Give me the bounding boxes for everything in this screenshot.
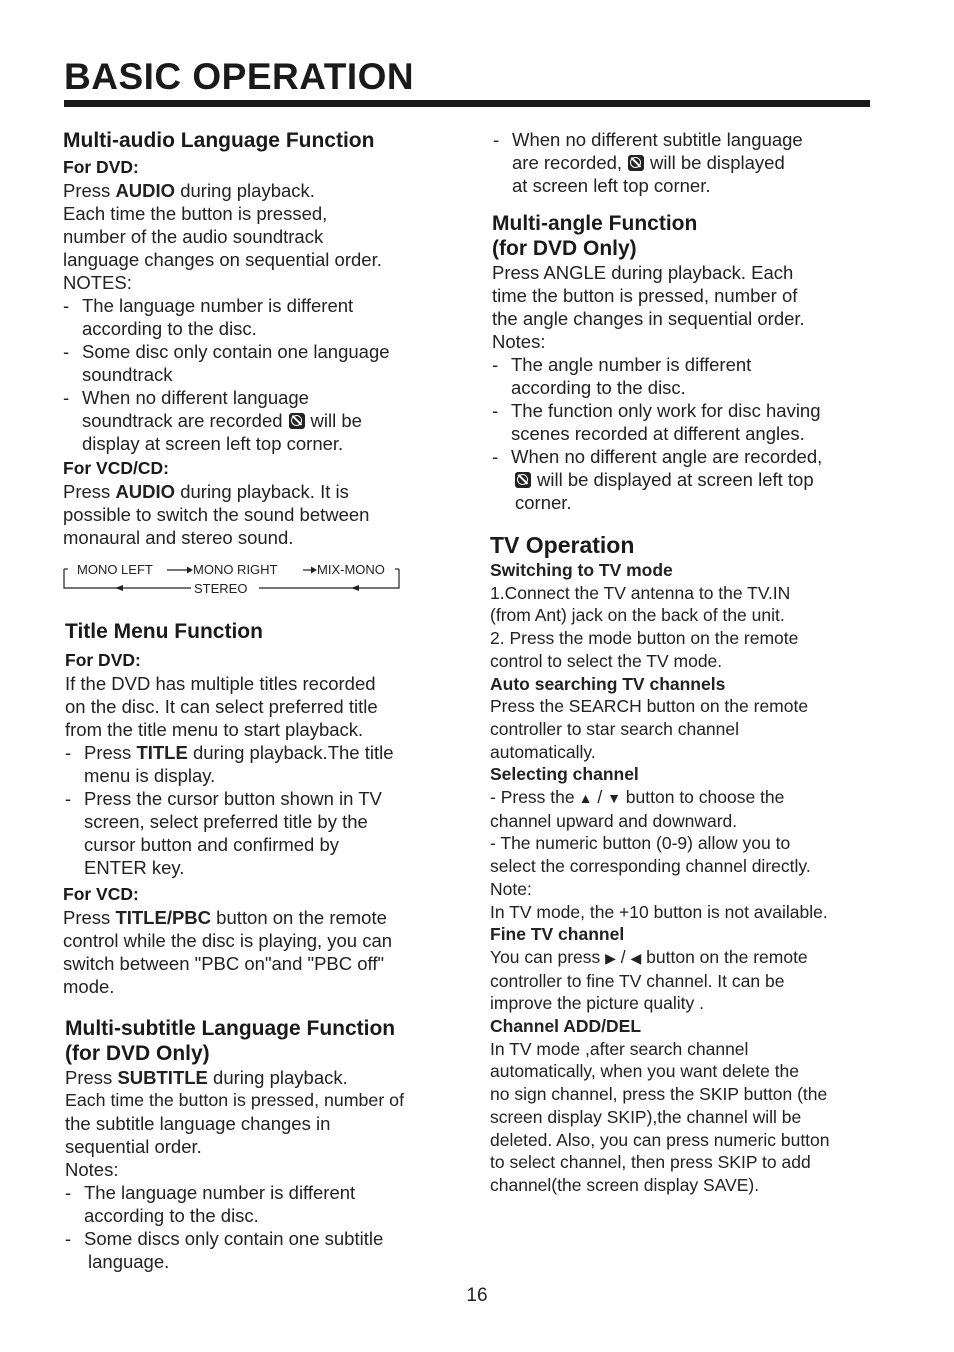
mix-mono-label: MIX-MONO	[317, 562, 385, 577]
title-step: - Press the cursor button shown in TV screen, select preferred title by the cursor button and confirmed by ENTER key.	[65, 788, 382, 878]
tv-desc-line: In TV mode ,after search channel	[490, 1038, 749, 1059]
for-vcd-label: For VCD:	[63, 884, 139, 904]
right-column	[490, 128, 900, 1197]
tv-desc-line: You can press ▶ / ◀ button on the remote	[490, 946, 808, 967]
tv-desc-line: to select channel, then press SKIP to add	[490, 1152, 811, 1173]
tv-desc-line: controller to fine TV channel. It can be	[490, 970, 785, 991]
tv-desc-line: Note:	[490, 878, 532, 899]
vcd-desc-line: switch between "PBC on"and "PBC off"	[63, 953, 385, 974]
tv-desc-line: - Press the ▲ / ▼ button to choose the	[490, 787, 785, 808]
audio-desc-line: number of the audio soundtrack	[63, 226, 324, 247]
multi-audio-section	[63, 128, 468, 597]
vcd-desc-line: mode.	[63, 976, 115, 997]
tv-desc-line: select the corresponding channel directly.	[490, 856, 811, 877]
no-sign-icon	[515, 472, 531, 488]
tv-desc-line: controller to star search channel	[490, 718, 740, 739]
audio-desc-line: Each time the button is pressed,	[63, 203, 328, 224]
tv-desc-line: channel(the screen display SAVE).	[490, 1174, 760, 1195]
switching-tv-mode-label: Switching to TV mode	[490, 560, 673, 580]
tv-desc-line: channel upward and downward.	[490, 810, 738, 831]
audio-note: - The language number is different according to the disc.	[63, 295, 354, 339]
subtitle-press-line: Press SUBTITLE during playback.	[65, 1067, 348, 1088]
subtitle-desc-line: Each time the button is pressed, number of	[65, 1090, 405, 1110]
page-number: 16	[466, 1285, 488, 1306]
audio-press-line: Press AUDIO during playback.	[63, 180, 315, 201]
angle-desc-line: the angle changes in sequential order.	[492, 308, 805, 329]
right-arrow-icon: ▶	[605, 949, 616, 966]
vcd-desc-line: possible to switch the sound between	[63, 504, 370, 525]
audio-note: - When no different language soundtrack are recorded will be display at screen left top corner.	[63, 387, 362, 454]
title-menu-heading: Title Menu Function	[65, 620, 263, 643]
subtitle-note: - Some discs only contain one subtitle language.	[65, 1228, 384, 1272]
subtitle-continued	[490, 128, 900, 197]
vcd-desc-line: monaural and stereo sound.	[63, 527, 294, 548]
audio-notes-label: NOTES:	[63, 272, 132, 293]
subtitle-note: - When no different subtitle language are recorded, will be displayed at screen left top corner.	[493, 129, 803, 196]
title-vcd-section	[63, 883, 468, 998]
selecting-channel-label: Selecting channel	[490, 764, 639, 785]
audio-desc-line: language changes on sequential order.	[63, 249, 382, 270]
angle-notes-label: Notes:	[492, 331, 546, 352]
audio-note: - Some disc only contain one language soundtrack	[63, 341, 390, 385]
tv-desc-line: automatically.	[490, 741, 596, 762]
subtitle-desc-line: sequential order.	[65, 1136, 202, 1157]
tv-desc-line: screen display SKIP),the channel will be	[490, 1106, 802, 1127]
subtitle-note: - The language number is different according to the disc.	[65, 1182, 356, 1226]
multi-subtitle-heading: Multi-subtitle Language Function	[65, 1017, 396, 1040]
auto-search-label: Auto searching TV channels	[490, 673, 726, 694]
multi-angle-subheading: (for DVD Only)	[492, 237, 637, 260]
multi-angle-section	[490, 211, 900, 514]
tv-desc-line: automatically, when you want delete the	[490, 1061, 800, 1082]
angle-note: - The angle number is different according to the disc.	[492, 354, 752, 398]
tv-operation-heading: TV Operation	[490, 532, 635, 558]
no-sign-icon	[628, 155, 644, 171]
subtitle-desc-line: the subtitle language changes in	[65, 1113, 331, 1134]
tv-desc-line: 2. Press the mode button on the remote	[490, 628, 799, 649]
multi-audio-heading: Multi-audio Language Function	[63, 129, 375, 152]
tv-desc-line: 1.Connect the TV antenna to the TV.IN	[490, 582, 791, 603]
angle-desc-line: time the button is pressed, number of	[492, 285, 798, 306]
subtitle-notes-label: Notes:	[65, 1159, 119, 1180]
down-arrow-icon: ▼	[607, 790, 621, 807]
fine-tv-channel-label: Fine TV channel	[490, 924, 625, 945]
tv-desc-line: In TV mode, the +10 button is not available.	[490, 901, 828, 922]
for-vcd-cd-label: For VCD/CD:	[63, 458, 169, 478]
left-column	[63, 128, 468, 1273]
stereo-label: STEREO	[194, 581, 248, 596]
vcd-press-line: Press AUDIO during playback. It is	[63, 481, 349, 502]
multi-subtitle-section	[63, 1016, 468, 1273]
for-dvd-label: For DVD:	[63, 157, 139, 177]
page-title: BASIC OPERATION	[64, 56, 415, 97]
title-desc-line: on the disc. It can select preferred title	[65, 696, 378, 717]
multi-angle-heading: Multi-angle Function	[492, 212, 698, 235]
tv-desc-line: deleted. Also, you can press numeric button	[490, 1129, 830, 1150]
angle-note: - When no different angle are recorded, will be displayed at screen left top corner.	[492, 446, 823, 513]
for-dvd-label: For DVD:	[65, 650, 141, 670]
vcd-press-line: Press TITLE/PBC button on the remote	[63, 907, 387, 928]
audio-mode-cycle-diagram	[63, 563, 403, 597]
title-step: - Press TITLE during playback.The title menu is display.	[65, 742, 394, 786]
mono-right-label: MONO RIGHT	[193, 562, 278, 577]
up-arrow-icon: ▲	[578, 790, 593, 807]
title-rule	[64, 100, 870, 107]
tv-desc-line: no sign channel, press the SKIP button (the	[490, 1084, 828, 1105]
mono-left-label: MONO LEFT	[77, 562, 153, 577]
channel-add-del-label: Channel ADD/DEL	[490, 1016, 642, 1037]
title-desc-line: from the title menu to start playback.	[65, 719, 364, 740]
angle-desc-line: Press ANGLE during playback. Each	[492, 262, 794, 283]
left-arrow-icon: ◀	[630, 949, 642, 966]
audio-key: AUDIO	[115, 180, 176, 201]
multi-subtitle-subheading: (for DVD Only)	[65, 1042, 210, 1065]
no-sign-icon	[289, 413, 305, 429]
angle-note: - The function only work for disc having scenes recorded at different angles.	[492, 400, 821, 444]
title-desc-line: If the DVD has multiple titles recorded	[65, 673, 376, 694]
title-menu-section	[63, 619, 468, 879]
tv-desc-line: improve the picture quality .	[490, 993, 704, 1014]
tv-desc-line: control to select the TV mode.	[490, 650, 723, 671]
tv-desc-line: (from Ant) jack on the back of the unit.	[490, 605, 785, 626]
tv-desc-line: Press the SEARCH button on the remote	[490, 696, 809, 717]
tv-operation-section	[490, 532, 900, 1197]
tv-desc-line: - The numeric button (0-9) allow you to	[490, 833, 791, 854]
vcd-desc-line: control while the disc is playing, you can	[63, 930, 393, 951]
